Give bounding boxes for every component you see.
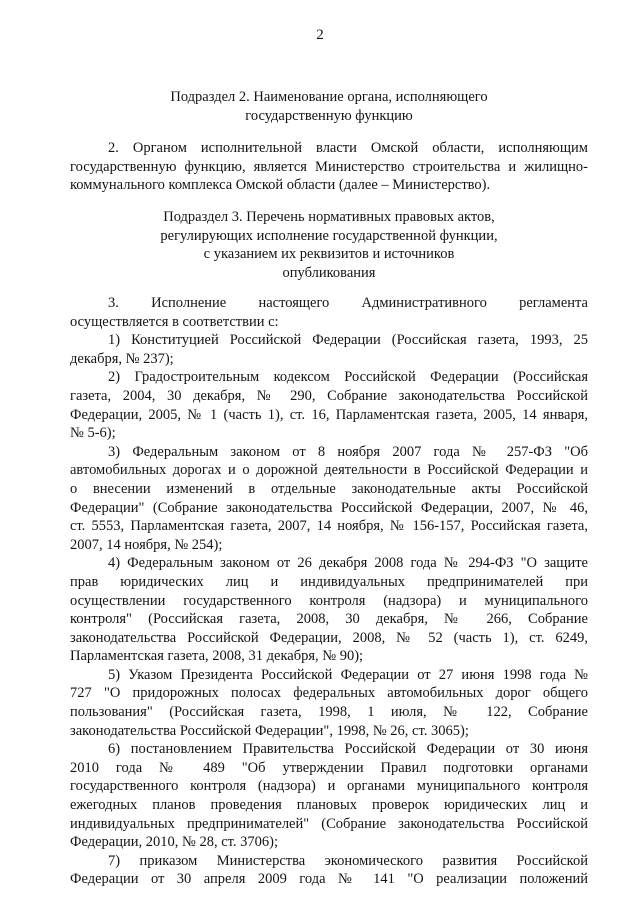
text-line: 2010 года № 489 "Об утверждении Правил подготовки органами: [70, 759, 588, 776]
text-line: декабря, № 237);: [70, 350, 174, 367]
text-line: ст. 5553, Парламентская газета, 2007, 14 ноября, № 156-157, Российская газета,: [70, 518, 588, 535]
text-line: 3. Исполнение настоящего Административного регламента: [108, 295, 588, 311]
heading-line: Подраздел 3. Перечень нормативных правовых актов,: [163, 209, 495, 225]
text-line: осуществлении государственного контроля (надзора) и муниципального: [70, 592, 588, 609]
text-line: газета, 2004, 30 декабря, № 290, Собрание законодательства Российской: [70, 387, 588, 404]
text-line: 4) Федеральным законом от 26 декабря 2008 года № 294-ФЗ "О защите: [108, 555, 588, 572]
heading-line: государственную функцию: [245, 107, 413, 124]
text-line: государственную функцию, является Министерство строительства и жилищно-: [70, 158, 588, 175]
subsection-3-heading: [70, 208, 588, 282]
list-item-2: [70, 368, 588, 442]
text-line: 2. Органом исполнительной власти Омской области, исполняющим: [108, 140, 588, 156]
text-line: Федерации, 2005, № 1 (часть 1), ст. 16, Парламентская газета, 2005, 14 января,: [70, 406, 588, 423]
text-line: 5) Указом Президента Российской Федерации от 27 июня 1998 года №: [108, 666, 588, 683]
text-line: контроля" (Российская газета, 2008, 30 декабря, № 266, Собрание: [70, 611, 588, 628]
text-line: государственного контроля (надзора) и органами муниципального контроля: [70, 778, 588, 795]
text-line: Федерации от 30 апреля 2009 года № 141 "О реализации положений: [70, 871, 588, 888]
list-item-5: [70, 666, 588, 740]
text-line: 2) Градостроительным кодексом Российской Федерации (Российская: [108, 369, 588, 386]
text-line: 3) Федеральным законом от 8 ноября 2007 года № 257-ФЗ "Об: [108, 443, 588, 460]
text-line: коммунального комплекса Омской области (далее – Министерство).: [70, 177, 491, 194]
text-line: Федерации" (Собрание законодательства Российской Федерации, 2007, № 46,: [70, 499, 588, 516]
text-line: № 5-6);: [70, 425, 116, 442]
heading-line: Подраздел 2. Наименование органа, исполняющего: [170, 89, 488, 105]
text-line: Федерации, 2010, № 28, ст. 3706);: [70, 834, 278, 851]
text-line: Парламентская газета, 2008, 31 декабря, № 90);: [70, 648, 364, 665]
list-item-3: [70, 443, 588, 555]
text-line: индивидуальных предпринимателей" (Собрание законодательства Российской: [70, 815, 588, 832]
paragraph-2: [70, 139, 588, 195]
heading-line: с указанием их реквизитов и источников: [203, 246, 455, 263]
subsection-2-heading: [70, 88, 588, 125]
text-line: пользования" (Российская газета, 1998, 1 июля, № 122, Собрание: [70, 704, 588, 721]
paragraph-3: [70, 294, 588, 331]
list-item-4: [70, 554, 588, 666]
text-line: автомобильных дорогах и о дорожной деятельности в Российской Федерации и: [70, 462, 588, 479]
heading-line: опубликования: [282, 264, 376, 281]
text-line: 2007, 14 ноября, № 254);: [70, 536, 223, 553]
text-line: прав юридических лиц и индивидуальных предпринимателей при: [70, 573, 588, 590]
list-item-7: [70, 852, 588, 889]
list-item-1: [70, 331, 588, 368]
text-line: 6) постановлением Правительства Российской Федерации от 30 июня: [108, 741, 588, 758]
text-line: ежегодных планов проведения плановых проверок юридических лиц и: [70, 797, 588, 814]
text-line: осуществляется в соответствии с:: [70, 313, 279, 330]
text-line: о внесении изменений в отдельные законодательные акты Российской: [70, 480, 588, 497]
text-line: 727 "О придорожных полосах федеральных автомобильных дорог общего: [70, 685, 588, 702]
text-line: законодательства Российской Федерации", 1998, № 26, ст. 3065);: [70, 722, 469, 739]
text-line: законодательства Российской Федерации, 2008, № 52 (часть 1), ст. 6249,: [70, 629, 588, 646]
text-line: 1) Конституцией Российской Федерации (Российская газета, 1993, 25: [108, 332, 588, 349]
text-line: 7) приказом Министерства экономического развития Российской: [108, 852, 588, 869]
regulation-list: [70, 294, 588, 889]
page-number: 2: [316, 27, 324, 43]
heading-line: регулирующих исполнение государственной функции,: [160, 227, 498, 244]
list-item-6: [70, 740, 588, 852]
